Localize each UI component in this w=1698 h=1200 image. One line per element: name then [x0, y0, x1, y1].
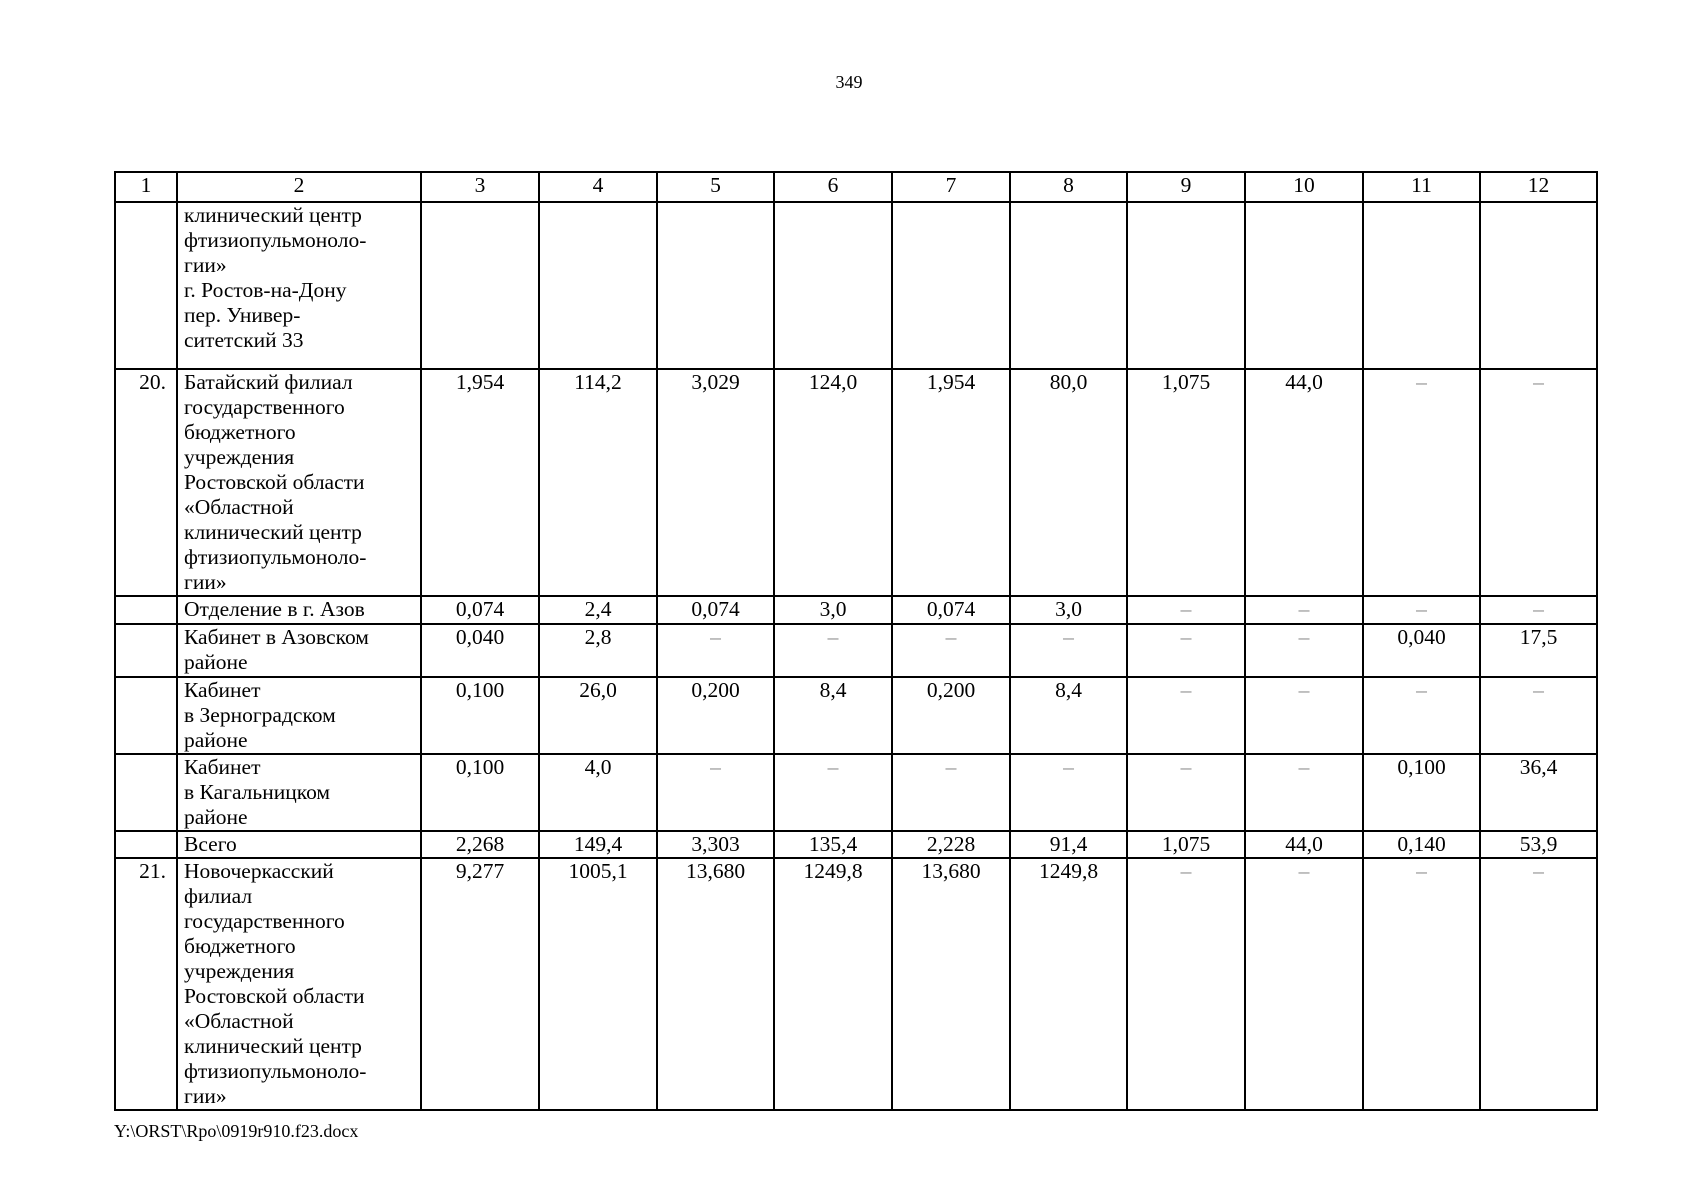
cell-col-10 [1245, 202, 1363, 369]
cell-col-6: 135,4 [774, 831, 892, 858]
column-header: 6 [774, 172, 892, 202]
cell-col-11: – [1363, 858, 1480, 1110]
cell-col-5: 3,029 [657, 369, 774, 596]
cell-col-8 [1010, 202, 1127, 369]
cell-col-11: 0,100 [1363, 754, 1480, 831]
cell-col-6 [774, 202, 892, 369]
cell-col-10: – [1245, 858, 1363, 1110]
row-name: Новочеркасский филиал государственного бюджетного учреждения Ростовской области «Областной клинический центр фтизиопульмоноло- гии» [177, 858, 421, 1110]
cell-col-9: – [1127, 596, 1245, 624]
cell-col-4: 26,0 [539, 677, 657, 754]
cell-col-8: 3,0 [1010, 596, 1127, 624]
row-number: 20. [115, 369, 177, 596]
column-header: 12 [1480, 172, 1597, 202]
cell-col-10: – [1245, 754, 1363, 831]
file-path: Y:\ORST\Rpo\0919r910.f23.docx [114, 1121, 359, 1141]
cell-col-7: – [892, 624, 1010, 677]
cell-col-9: 1,075 [1127, 831, 1245, 858]
cell-col-9: – [1127, 754, 1245, 831]
cell-col-4: 114,2 [539, 369, 657, 596]
cell-col-11 [1363, 202, 1480, 369]
column-header: 3 [421, 172, 539, 202]
cell-col-5: – [657, 754, 774, 831]
table-row [115, 677, 1597, 754]
cell-col-6: 124,0 [774, 369, 892, 596]
cell-col-3: 9,277 [421, 858, 539, 1110]
cell-col-8: – [1010, 624, 1127, 677]
column-header: 8 [1010, 172, 1127, 202]
cell-col-3 [421, 202, 539, 369]
cell-col-3: 1,954 [421, 369, 539, 596]
cell-col-9: – [1127, 677, 1245, 754]
cell-col-4: 1005,1 [539, 858, 657, 1110]
cell-col-5: – [657, 624, 774, 677]
cell-col-4: 2,4 [539, 596, 657, 624]
cell-col-12: 53,9 [1480, 831, 1597, 858]
table-body [115, 202, 1597, 1110]
cell-col-10: – [1245, 624, 1363, 677]
cell-col-12: – [1480, 677, 1597, 754]
column-header: 2 [177, 172, 421, 202]
column-header: 10 [1245, 172, 1363, 202]
column-header: 5 [657, 172, 774, 202]
cell-col-6: 8,4 [774, 677, 892, 754]
cell-col-12: – [1480, 369, 1597, 596]
cell-col-8: 8,4 [1010, 677, 1127, 754]
cell-col-10: 44,0 [1245, 831, 1363, 858]
cell-col-3: 0,100 [421, 754, 539, 831]
cell-col-3: 0,074 [421, 596, 539, 624]
cell-col-12 [1480, 202, 1597, 369]
row-name: Кабинет в Азовском районе [177, 624, 421, 677]
cell-col-9: – [1127, 624, 1245, 677]
row-number: 21. [115, 858, 177, 1110]
header-row [115, 172, 1597, 202]
cell-col-12: 36,4 [1480, 754, 1597, 831]
table-row [115, 858, 1597, 1110]
cell-col-4: 4,0 [539, 754, 657, 831]
cell-col-6: – [774, 624, 892, 677]
cell-col-4 [539, 202, 657, 369]
cell-col-9: – [1127, 858, 1245, 1110]
cell-col-5: 13,680 [657, 858, 774, 1110]
cell-col-6: – [774, 754, 892, 831]
data-table [114, 171, 1598, 1111]
cell-col-7: – [892, 754, 1010, 831]
cell-col-7: 13,680 [892, 858, 1010, 1110]
row-name: Всего [177, 831, 421, 858]
cell-col-7 [892, 202, 1010, 369]
cell-col-8: 91,4 [1010, 831, 1127, 858]
column-header: 4 [539, 172, 657, 202]
row-number [115, 677, 177, 754]
cell-col-3: 2,268 [421, 831, 539, 858]
table-row [115, 624, 1597, 677]
cell-col-9 [1127, 202, 1245, 369]
row-name: Отделение в г. Азов [177, 596, 421, 624]
cell-col-12: 17,5 [1480, 624, 1597, 677]
cell-col-6: 1249,8 [774, 858, 892, 1110]
row-number [115, 831, 177, 858]
cell-col-11: – [1363, 596, 1480, 624]
cell-col-3: 0,100 [421, 677, 539, 754]
row-name: Кабинет в Кагальницком районе [177, 754, 421, 831]
column-header: 9 [1127, 172, 1245, 202]
cell-col-5 [657, 202, 774, 369]
cell-col-10: 44,0 [1245, 369, 1363, 596]
cell-col-10: – [1245, 596, 1363, 624]
page-number: 349 [835, 72, 863, 92]
row-number [115, 754, 177, 831]
table-row [115, 369, 1597, 596]
column-header: 11 [1363, 172, 1480, 202]
cell-col-7: 1,954 [892, 369, 1010, 596]
table-row [115, 202, 1597, 369]
cell-col-8: – [1010, 754, 1127, 831]
cell-col-5: 0,200 [657, 677, 774, 754]
column-header: 7 [892, 172, 1010, 202]
row-name: Кабинет в Зерноградском районе [177, 677, 421, 754]
cell-col-4: 2,8 [539, 624, 657, 677]
row-number [115, 202, 177, 369]
cell-col-11: – [1363, 369, 1480, 596]
row-name: клинический центр фтизиопульмоноло- гии» г. Ростов-на-Дону пер. Универ- ситетский 33 [177, 202, 421, 369]
cell-col-11: 0,140 [1363, 831, 1480, 858]
cell-col-8: 80,0 [1010, 369, 1127, 596]
cell-col-9: 1,075 [1127, 369, 1245, 596]
cell-col-7: 0,074 [892, 596, 1010, 624]
cell-col-11: – [1363, 677, 1480, 754]
cell-col-7: 0,200 [892, 677, 1010, 754]
cell-col-4: 149,4 [539, 831, 657, 858]
cell-col-10: – [1245, 677, 1363, 754]
cell-col-5: 0,074 [657, 596, 774, 624]
cell-col-7: 2,228 [892, 831, 1010, 858]
column-header: 1 [115, 172, 177, 202]
cell-col-5: 3,303 [657, 831, 774, 858]
row-number [115, 596, 177, 624]
cell-col-8: 1249,8 [1010, 858, 1127, 1110]
cell-col-6: 3,0 [774, 596, 892, 624]
cell-col-12: – [1480, 596, 1597, 624]
table-row [115, 754, 1597, 831]
cell-col-3: 0,040 [421, 624, 539, 677]
row-number [115, 624, 177, 677]
cell-col-11: 0,040 [1363, 624, 1480, 677]
row-name: Батайский филиал государственного бюджетного учреждения Ростовской области «Областной клинический центр фтизиопульмоноло- гии» [177, 369, 421, 596]
cell-col-12: – [1480, 858, 1597, 1110]
table-row [115, 831, 1597, 858]
table-row [115, 596, 1597, 624]
